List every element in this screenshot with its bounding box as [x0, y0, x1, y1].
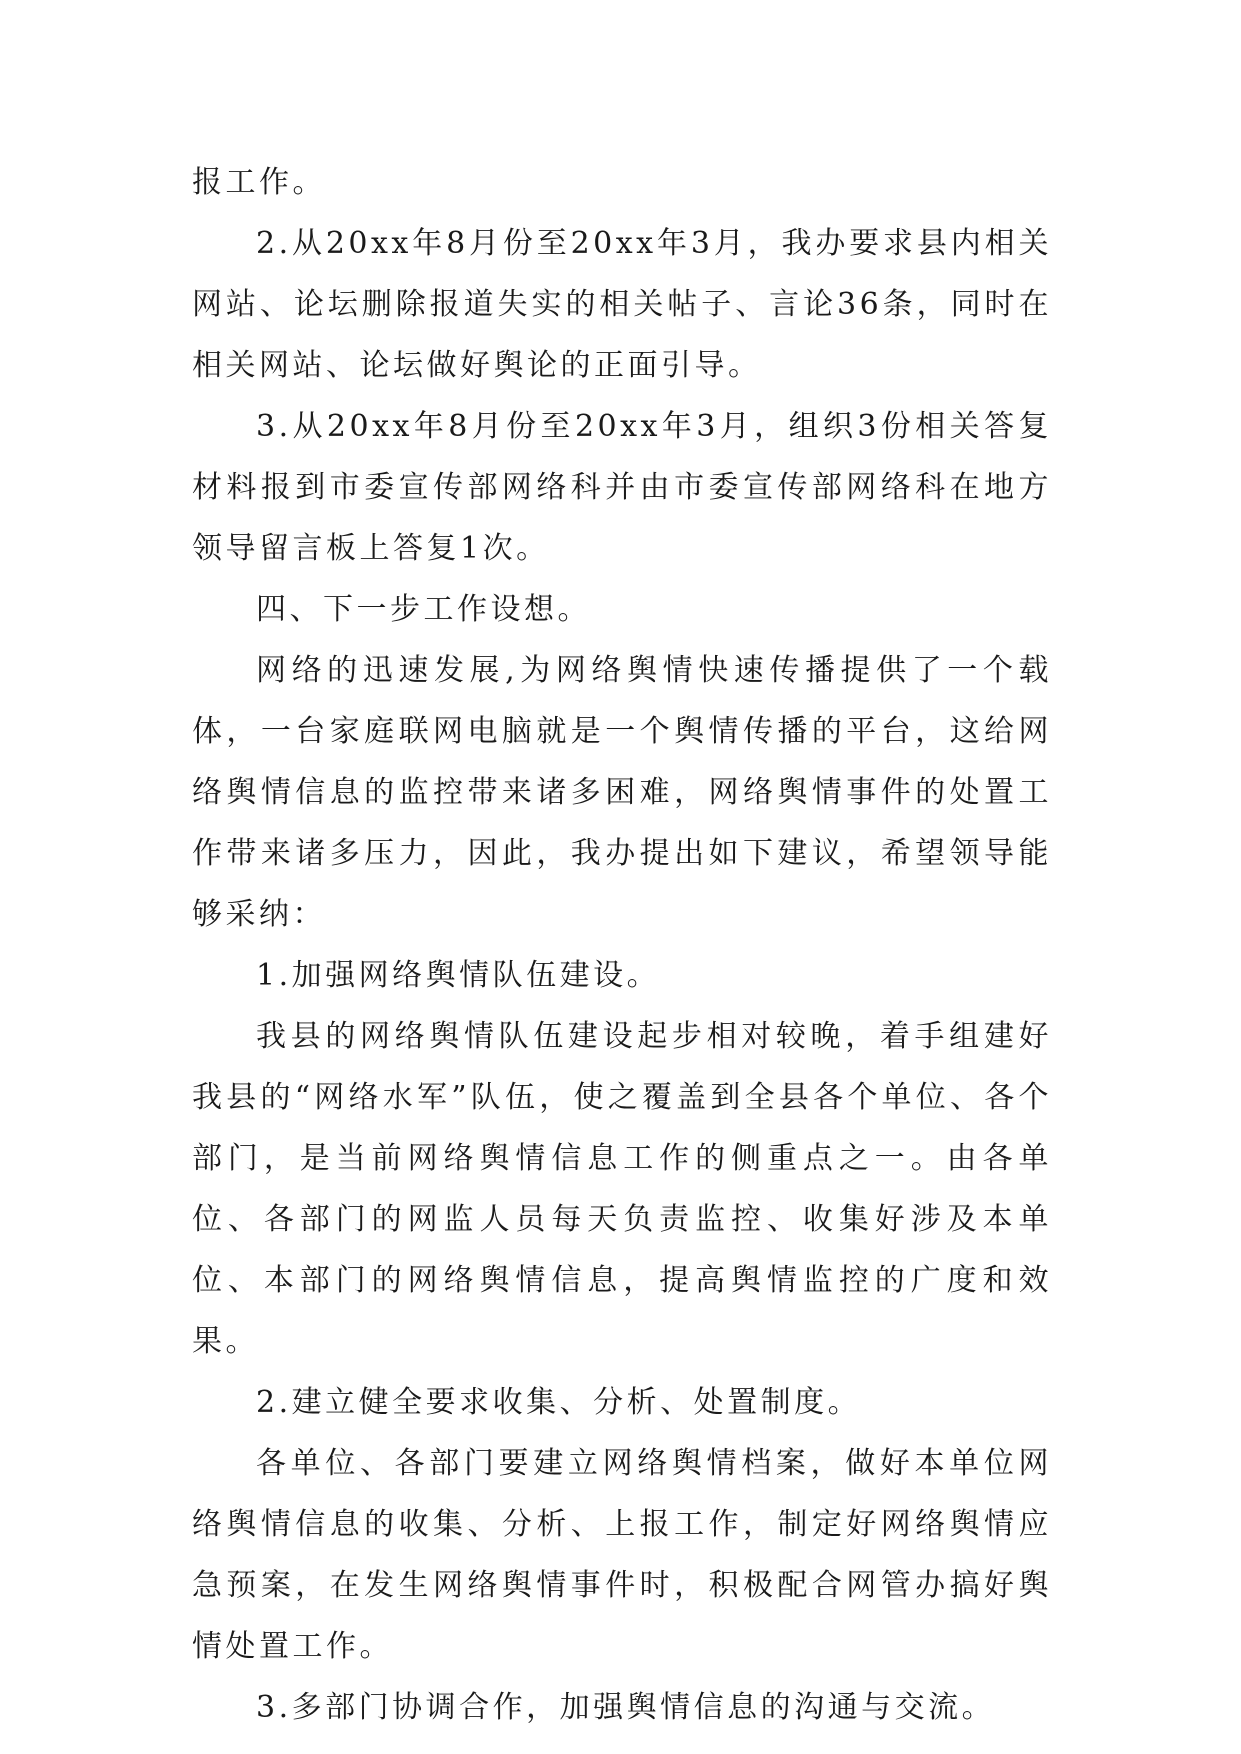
subheading-system: 2.建立健全要求收集、分析、处置制度。: [256, 1385, 862, 1420]
paragraph-item-3: 3.从20xx年8月份至20xx年3月，组织3份相关答复材料报到市委宣传部网络科并由市委宣传部网络科在地方领导留言板上答复1次。: [192, 409, 1052, 566]
section-heading-next-steps: 四、下一步工作设想。: [256, 592, 591, 627]
subheading-team-building: 1.加强网络舆情队伍建设。: [256, 958, 661, 993]
paragraph-team-building: 我县的网络舆情队伍建设起步相对较晚，着手组建好我县的“网络水军”队伍，使之覆盖到全县各个单位、各个部门，是当前网络舆情信息工作的侧重点之一。由各单位、各部门的网监人员每天负责监控、收集好涉及本单位、本部门的网络舆情信息，提高舆情监控的广度和效果。: [192, 1019, 1052, 1359]
paragraph-intro: 网络的迅速发展,为网络舆情快速传播提供了一个载体，一台家庭联网电脑就是一个舆情传播的平台，这给网络舆情信息的监控带来诸多困难，网络舆情事件的处置工作带来诸多压力，因此，我办提出如下建议，希望领导能够采纳：: [192, 653, 1052, 932]
subheading-cooperation: 3.多部门协调合作，加强舆情信息的沟通与交流。: [256, 1690, 996, 1725]
paragraph-continuation: 报工作。: [192, 165, 326, 200]
paragraph-system: 各单位、各部门要建立网络舆情档案，做好本单位网络舆情信息的收集、分析、上报工作，制定好网络舆情应急预案，在发生网络舆情事件时，积极配合网管办搞好舆情处置工作。: [192, 1446, 1052, 1664]
paragraph-item-2: 2.从20xx年8月份至20xx年3月，我办要求县内相关网站、论坛删除报道失实的相关帖子、言论36条，同时在相关网站、论坛做好舆论的正面引导。: [192, 226, 1052, 383]
document-body: [192, 152, 1052, 1738]
